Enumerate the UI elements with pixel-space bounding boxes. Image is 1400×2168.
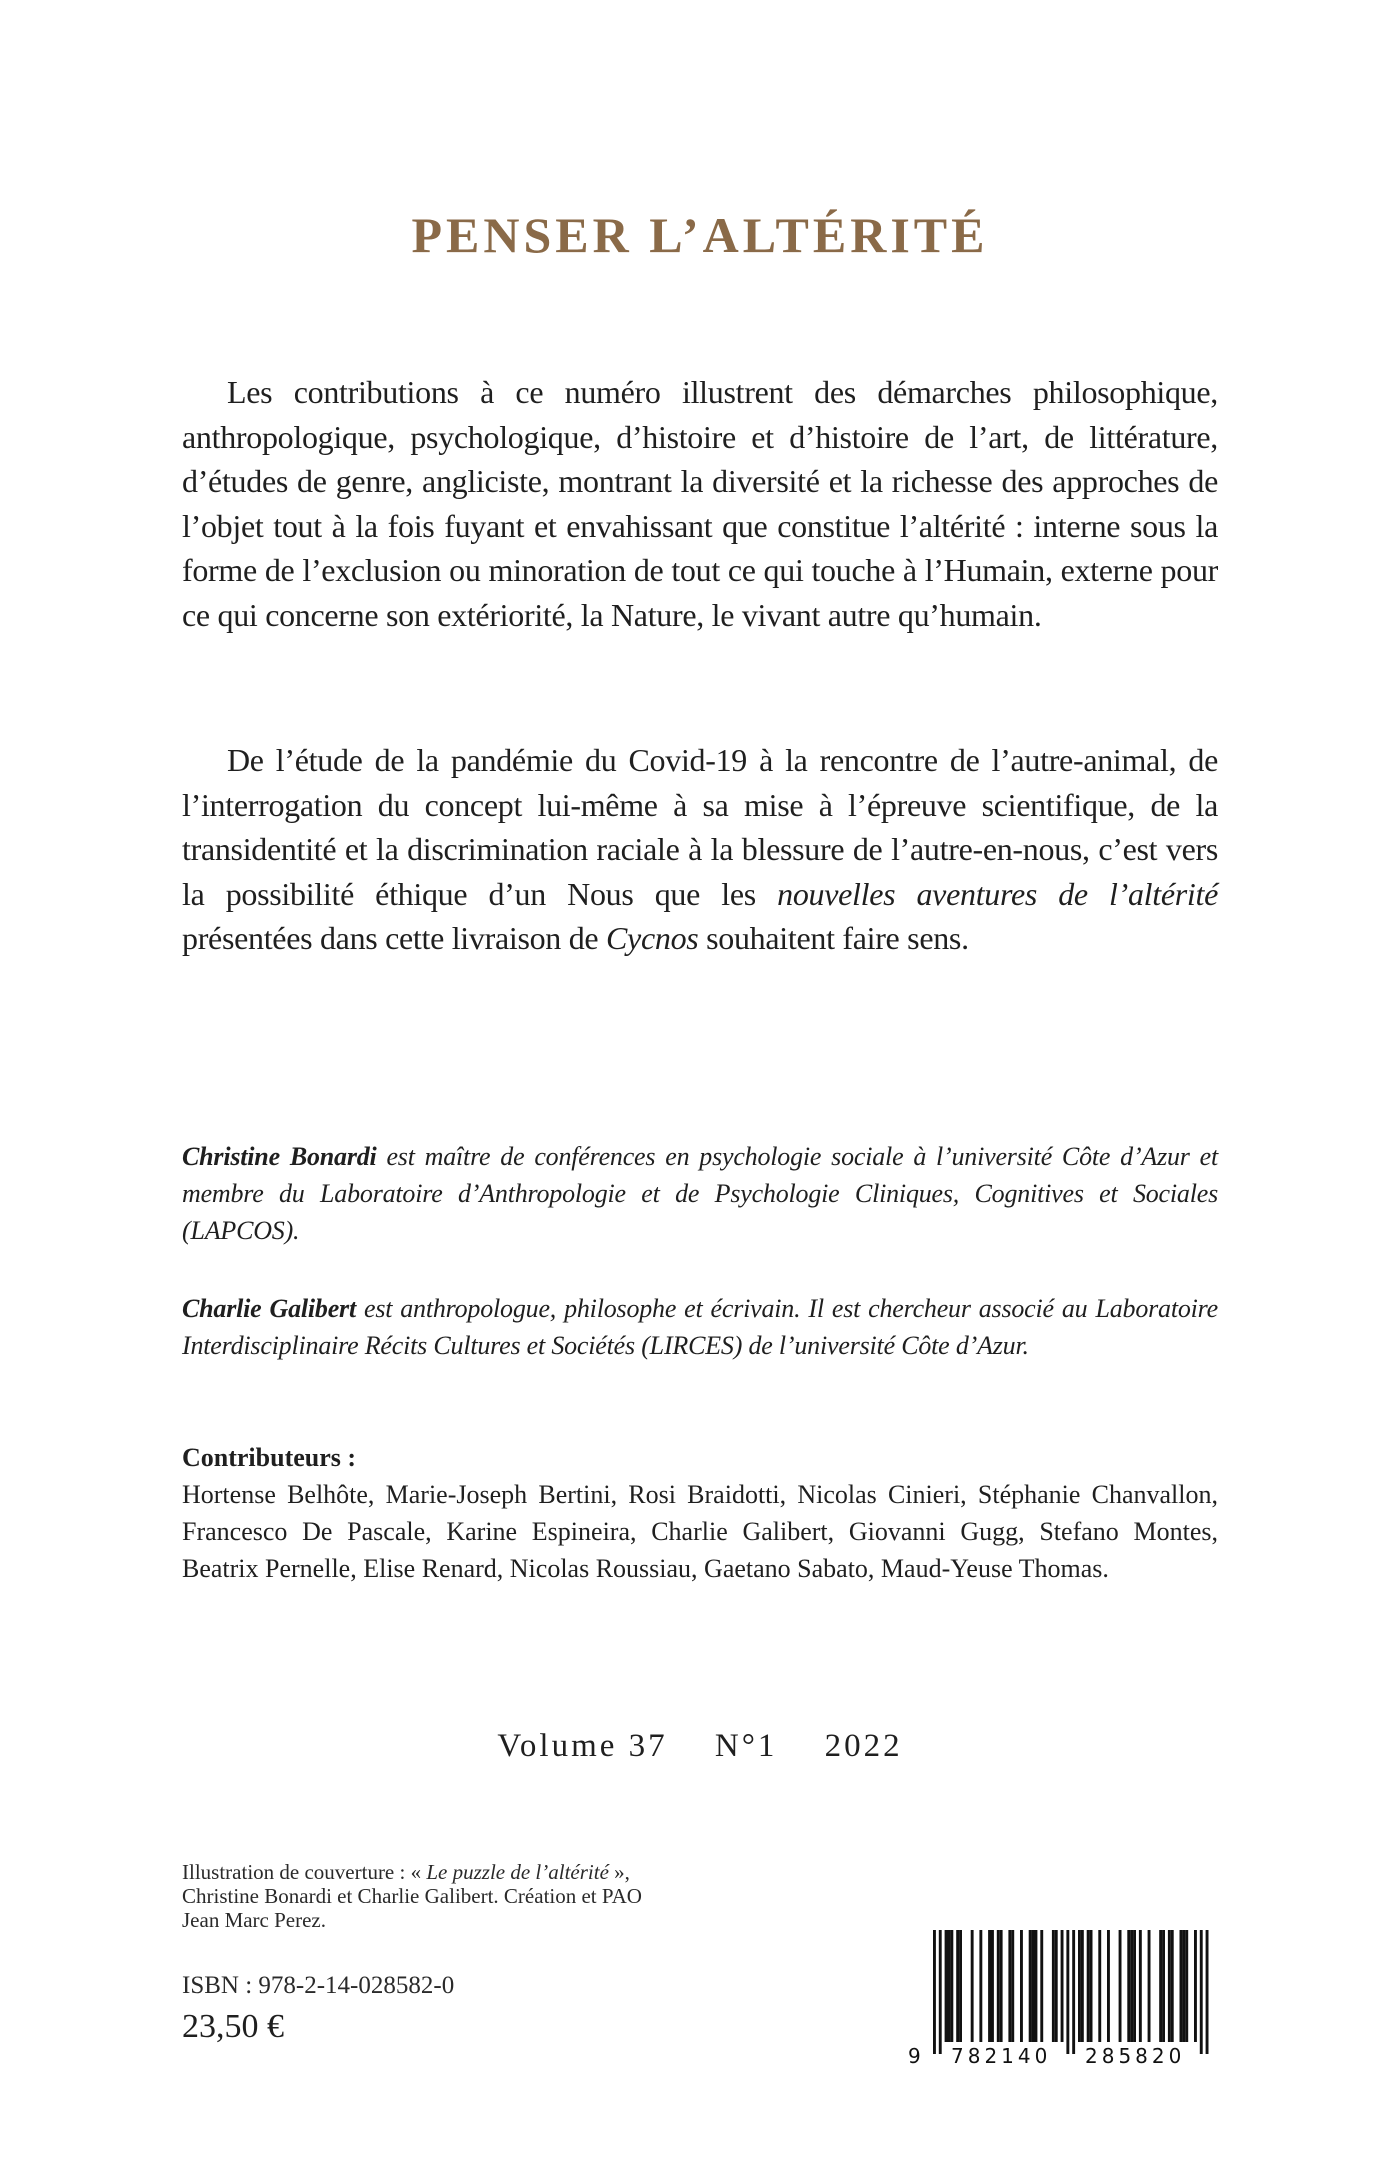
barcode-bar (1061, 1930, 1064, 2042)
barcode-bar (1032, 1930, 1035, 2042)
barcode-bar (1130, 1930, 1133, 2042)
barcode-bar (1168, 1930, 1171, 2042)
barcode-bar (939, 1930, 942, 2054)
author-name: Christine Bonardi (182, 1142, 377, 1171)
barcode-bar (988, 1930, 991, 2042)
credits-line-3: Jean Marc Perez. (182, 1908, 327, 1932)
barcode-digits-right: 285820 (1085, 2044, 1186, 2068)
contributors-list: Hortense Belhôte, Marie-Joseph Bertini, Rosi Braidotti, Nicolas Cinieri, Stéphanie Chanvallon, Francesco De Pascale, Karine Espineira, Charlie Galibert, Giovanni Gugg, Stefano Montes, Beatrix Pernelle, Elise Renard, Nicolas Roussiau, Gaetano Sabato, Maud-Yeuse Thomas. (182, 1480, 1218, 1583)
summary-text-1: Les contributions à ce numéro illustrent des démarches philosophique, anthropologique, psychologique, d’histoire et d’histoire de l’art, de littérature, d’études de genre, angliciste, montrant la diversité et la richesse des approches de l’objet tout à la fois fuyant et envahissant que constitue l’altérité : interne sous la forme de l’exclusion ou minoration de tout ce qui touche à l’Humain, externe pour ce qui concerne son extériorité, la Nature, le vivant autre qu’humain. (182, 374, 1218, 633)
contributors-section (182, 1440, 1218, 1587)
issue-year: 2022 (824, 1728, 903, 1764)
barcode-bar (997, 1930, 1000, 2042)
illustration-title: Le puzzle de l’altérité (426, 1860, 609, 1884)
bio-description: est maître de conférences en psychologie sociale à l’université Côte d’Azur et membre du Laboratoire d’Anthropologie et de Psychologie Cliniques, Cognitives et Sociales (LAPCOS). (182, 1142, 1218, 1245)
author-name: Charlie Galibert (182, 1294, 356, 1323)
book-title: PENSER L’ALTÉRITÉ (411, 207, 989, 263)
text-segment: souhaitent faire sens. (698, 920, 969, 956)
issue-info (0, 1728, 1400, 1765)
barcode-bar (1081, 1930, 1084, 2042)
barcode-bar (1035, 1930, 1038, 2042)
barcode-bar (1139, 1930, 1142, 2042)
barcode-bar (1182, 1930, 1185, 2042)
barcode-bar (1040, 1930, 1043, 2042)
barcode-bar (1171, 1930, 1174, 2042)
barcode-digits-left: 782140 (951, 2044, 1052, 2068)
barcode-bars (933, 1930, 1209, 2054)
barcode-bar (1194, 1930, 1197, 2042)
bio-text (182, 1138, 1218, 1249)
price: 23,50 € (182, 2008, 284, 2045)
bio-text (182, 1290, 1218, 1364)
author-bio-2 (182, 1290, 1218, 1364)
credits-line-2: Christine Bonardi et Charlie Galibert. Création et PAO (182, 1884, 642, 1908)
barcode-bar (1066, 1930, 1069, 2054)
barcode-bar (1000, 1930, 1003, 2042)
barcode-bar (1087, 1930, 1090, 2042)
issue-number: N°1 (714, 1728, 778, 1764)
text-segment: De l’étude de la pandémie du Covid-19 à la rencontre de l’autre-animal, de l’interrogation du concept lui-même à sa mise à l’épreuve scientifique, de la transidentité et la discrimination raciale à la blessure de l’autre-en-nous, c’est vers la possibilité éthique d’un Nous que les (182, 742, 1218, 912)
barcode-bar (1119, 1930, 1122, 2042)
summary-paragraph-1 (182, 370, 1218, 637)
bio-description: est anthropologue, philosophe et écrivain. Il est chercheur associé au Laboratoire Interdisciplinaire Récits Cultures et Sociétés (LIRCES) de l’université Côte d’Azur. (182, 1294, 1218, 1360)
summary-paragraph-2 (182, 738, 1218, 961)
barcode-bar (948, 1930, 951, 2042)
credits-prefix: Illustration de couverture : « (182, 1860, 427, 1884)
barcode-bar (956, 1930, 959, 2042)
cover-credits (182, 1860, 862, 1932)
barcode-bar (1159, 1930, 1162, 2042)
isbn: ISBN : 978-2-14-028582-0 (182, 1972, 455, 1999)
barcode-bar (1020, 1930, 1023, 2042)
barcode-bar (1055, 1930, 1058, 2042)
barcode-bar (1185, 1930, 1188, 2042)
italic-phrase: nouvelles aventures de l’altérité (777, 875, 1219, 912)
barcode-bar (991, 1930, 994, 2042)
barcode-bar (1180, 1930, 1183, 2042)
barcode-bar (1011, 1930, 1014, 2042)
summary-text-2 (182, 738, 1218, 961)
contributors-heading: Contributeurs : (182, 1443, 357, 1472)
author-bio-1 (182, 1138, 1218, 1249)
barcode-bar (1052, 1930, 1055, 2042)
barcode-bar (1148, 1930, 1151, 2042)
credits-suffix: », (608, 1860, 630, 1884)
barcode-bar (979, 1930, 982, 2042)
barcode-bar (959, 1930, 962, 2042)
barcode-icon (905, 1925, 1225, 2070)
barcode-bar (1200, 1930, 1203, 2054)
barcode-bar (971, 1930, 974, 2042)
journal-name: Cycnos (606, 920, 699, 956)
barcode-bar (1206, 1930, 1209, 2054)
barcode-bar (1078, 1930, 1081, 2042)
barcode-bar (1029, 1930, 1032, 2042)
barcode-bar (1133, 1930, 1136, 2042)
barcode-bar (1072, 1930, 1075, 2054)
text-segment: présentées dans cette livraison de (182, 920, 607, 956)
barcode-bar (1107, 1930, 1110, 2042)
barcode-bar (1127, 1930, 1130, 2042)
barcode-bar (1090, 1930, 1093, 2042)
volume-label: Volume 37 (497, 1728, 668, 1764)
barcode-bar (1098, 1930, 1101, 2042)
barcode-bar (933, 1930, 936, 2054)
barcode-bar (950, 1930, 953, 2042)
barcode-digit-first: 9 (908, 2044, 921, 2068)
barcode-bar (1162, 1930, 1165, 2042)
barcode-bar (945, 1930, 948, 2042)
barcode-bar (1008, 1930, 1011, 2042)
